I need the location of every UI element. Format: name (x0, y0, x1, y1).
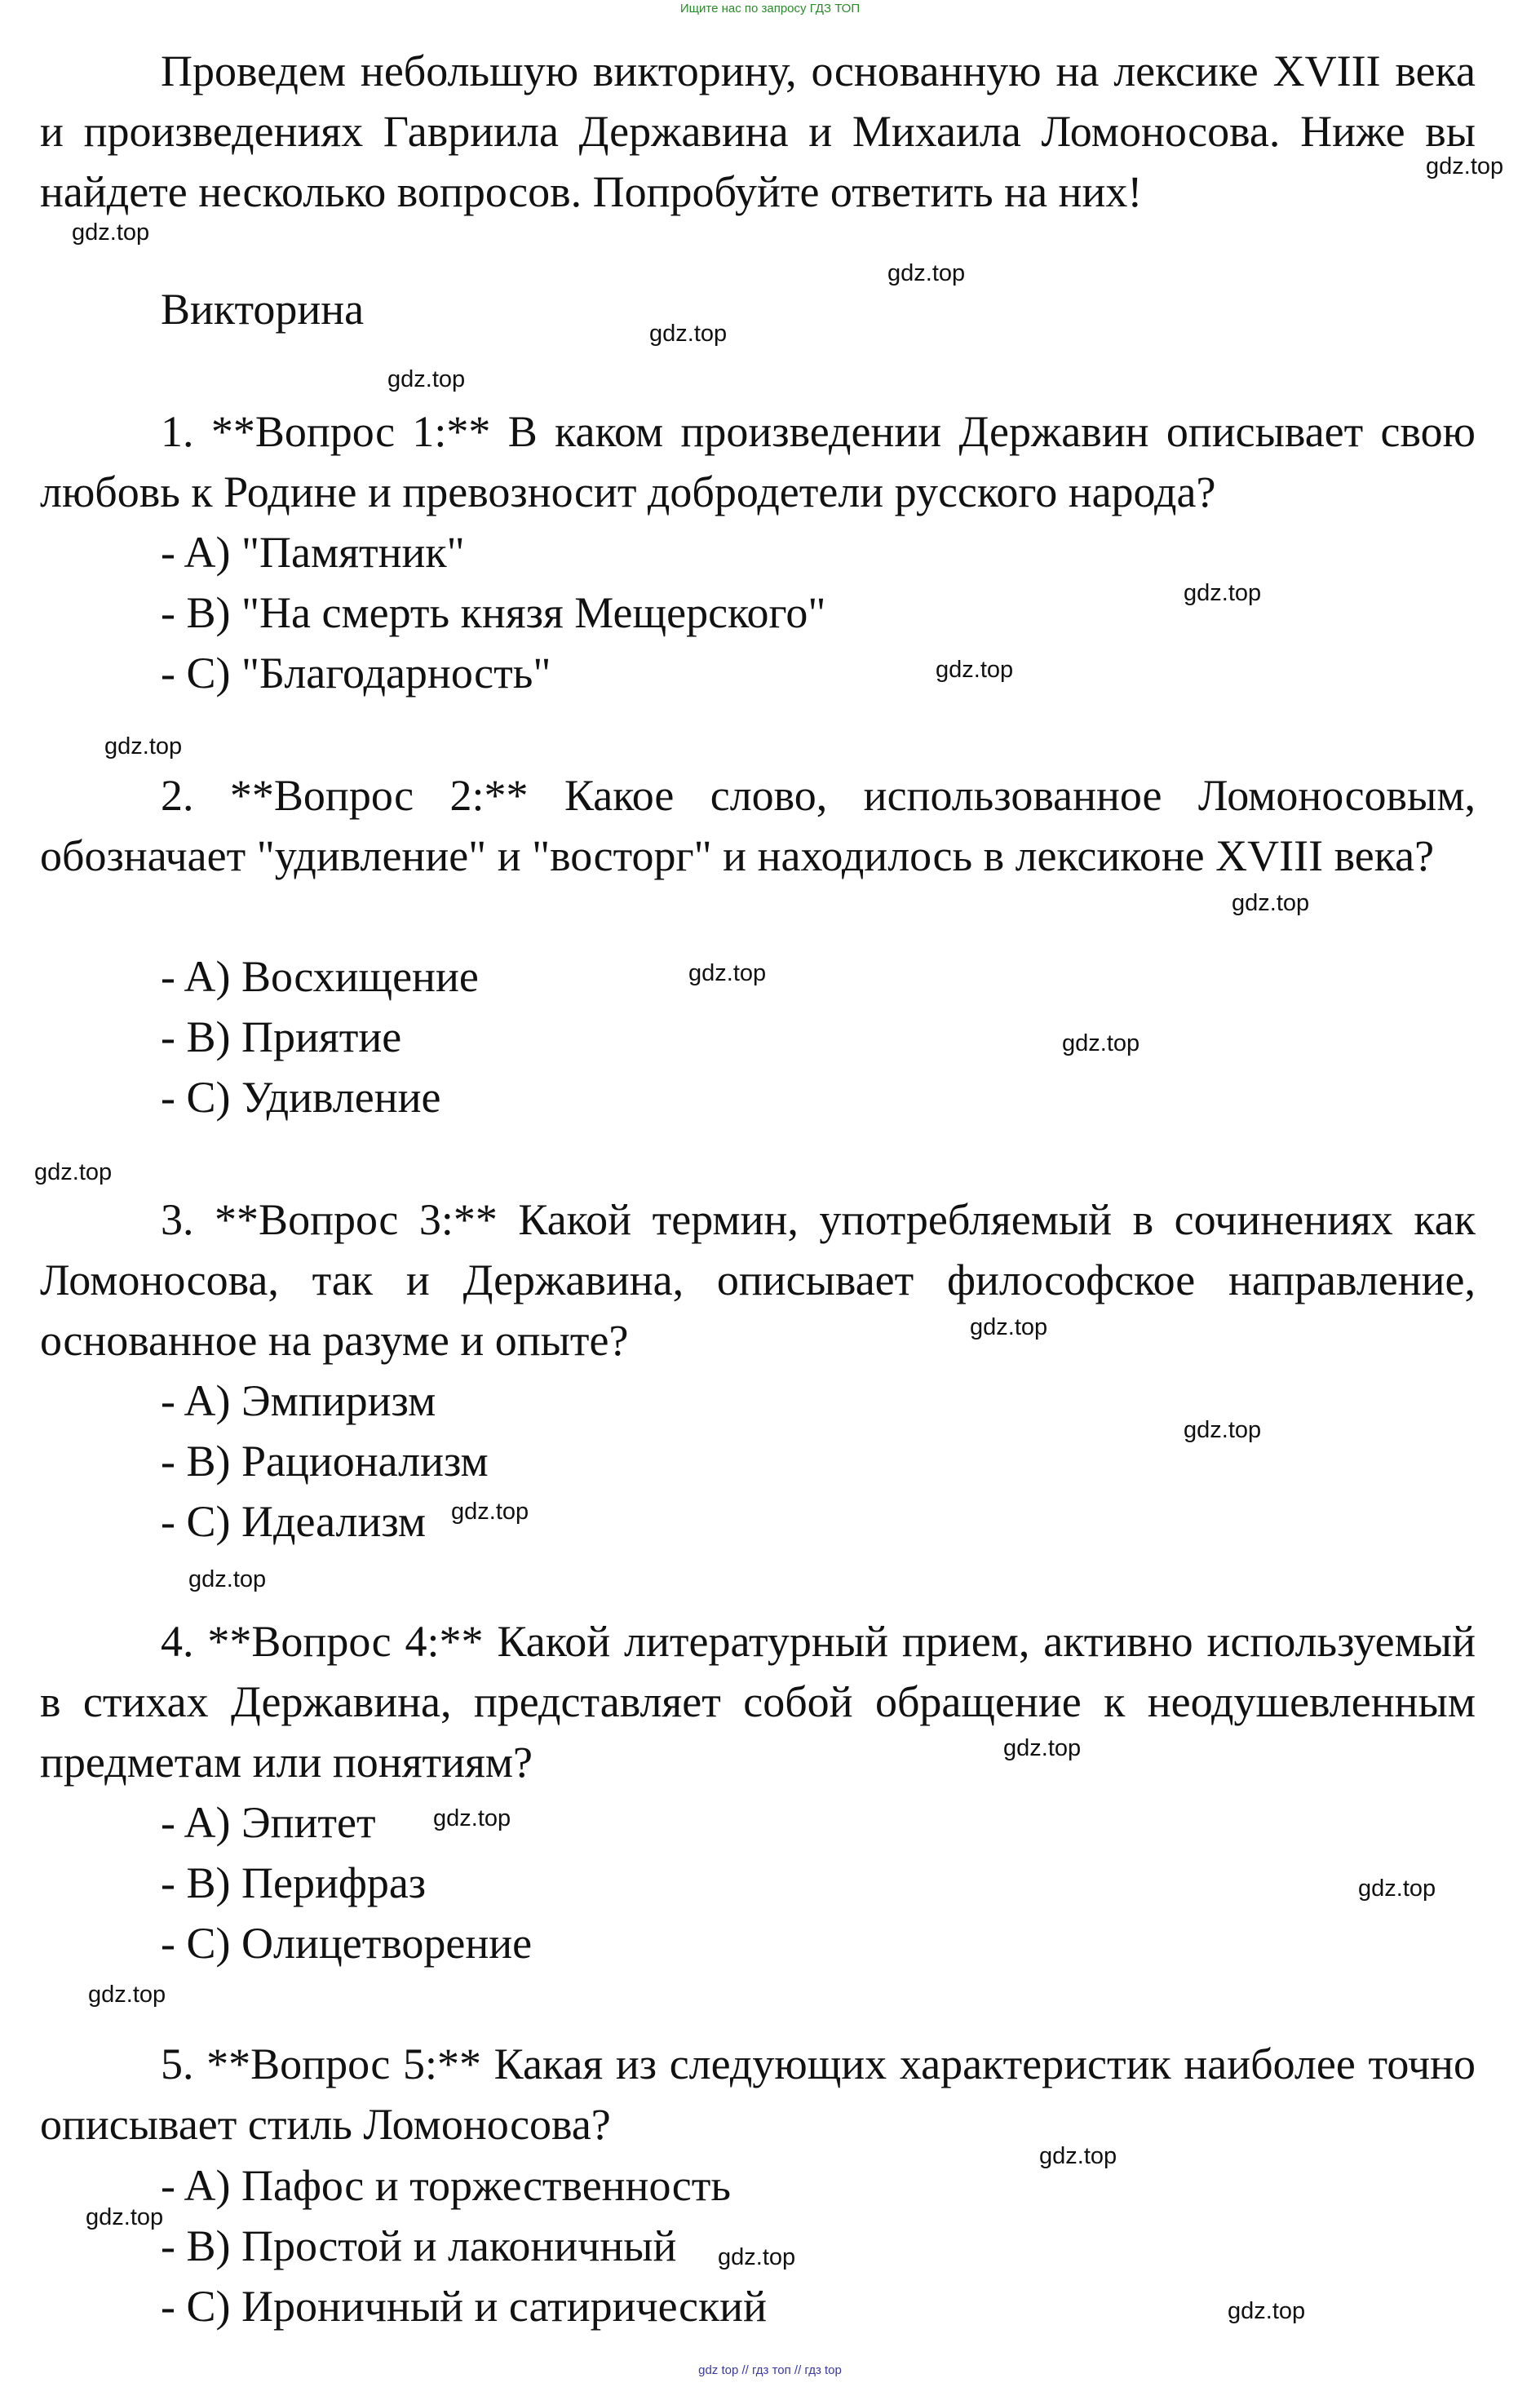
question-3-text: 3. **Вопрос 3:** Какой термин, употребляемый в сочинениях как Ломоносова, так и Державина, описывает философское направление, основанное на разуме и опыте? (40, 1195, 1476, 1365)
question-2-text: 2. **Вопрос 2:** Какое слово, использованное Ломоносовым, обозначает "удивление" и "восторг" и находилось в лексиконе XVIII века? (40, 771, 1476, 880)
watermark: gdz.top (1184, 1417, 1262, 1443)
quiz-title: Викторина (161, 285, 365, 334)
watermark: gdz.top (104, 733, 183, 760)
question-2-option-a: - A) Восхищение (161, 952, 479, 1001)
watermark: gdz.top (970, 1314, 1048, 1340)
question-3-option-c: - C) Идеализм (161, 1497, 427, 1546)
watermark: gdz.top (1062, 1030, 1140, 1056)
watermark: gdz.top (387, 366, 466, 392)
watermark: gdz.top (1228, 2298, 1306, 2324)
question-1-option-a: - A) "Памятник" (161, 528, 465, 577)
header-banner[interactable]: Ищите нас по запросу ГДЗ ТОП (679, 2, 861, 16)
question-3-option-b: - B) Рационализм (161, 1437, 489, 1486)
question-5-option-a: - A) Пафос и торжественность (161, 2161, 731, 2210)
question-5-option-b: - B) Простой и лаконичный (161, 2221, 677, 2270)
question-3-option-a: - A) Эмпиризм (161, 1376, 436, 1425)
watermark: gdz.top (1003, 1735, 1082, 1761)
question-4-option-b: - B) Перифраз (161, 1858, 427, 1907)
watermark: gdz.top (433, 1805, 511, 1831)
question-5-text: 5. **Вопрос 5:** Какая из следующих характеристик наиболее точно описывает стиль Ломоносова? (40, 2039, 1476, 2149)
watermark: gdz.top (688, 960, 767, 986)
watermark: gdz.top (718, 2244, 796, 2270)
watermark: gdz.top (1232, 890, 1310, 916)
intro-paragraph: Проведем небольшую викторину, основанную на лексике XVIII века и произведениях Гавриила Державина и Михаила Ломоносова. Ниже вы найдете несколько вопросов. Попробуйте ответить на них! (40, 46, 1476, 216)
watermark: gdz.top (34, 1159, 113, 1185)
watermark: gdz.top (887, 260, 966, 286)
footer-banner[interactable]: gdz top // гдз топ // гдз top (698, 2363, 842, 2377)
watermark: gdz.top (936, 657, 1014, 683)
watermark: gdz.top (86, 2204, 164, 2230)
watermark: gdz.top (188, 1566, 267, 1592)
question-1-option-c: - C) "Благодарность" (161, 649, 551, 698)
question-5-option-c: - C) Ироничный и сатирический (161, 2282, 767, 2331)
question-1-option-b: - B) "На смерть князя Мещерского" (161, 588, 826, 637)
watermark: gdz.top (1358, 1876, 1436, 1902)
question-2-option-c: - C) Удивление (161, 1073, 441, 1122)
watermark: gdz.top (1426, 153, 1504, 179)
question-1-text: 1. **Вопрос 1:** В каком произведении Державин описывает свою любовь к Родине и превозносит добродетели русского народа? (40, 407, 1476, 516)
question-4-option-a: - A) Эпитет (161, 1798, 376, 1847)
watermark: gdz.top (1039, 2143, 1117, 2169)
question-2-option-b: - B) Приятие (161, 1012, 402, 1061)
watermark: gdz.top (88, 1982, 166, 2008)
watermark: gdz.top (72, 219, 150, 246)
watermark: gdz.top (451, 1499, 529, 1525)
question-4-text: 4. **Вопрос 4:** Какой литературный прием, активно используемый в стихах Державина, представляет собой обращение к неодушевленным предметам или понятиям? (40, 1617, 1476, 1787)
question-4-option-c: - C) Олицетворение (161, 1919, 533, 1968)
watermark: gdz.top (1184, 580, 1262, 606)
watermark: gdz.top (649, 321, 728, 347)
